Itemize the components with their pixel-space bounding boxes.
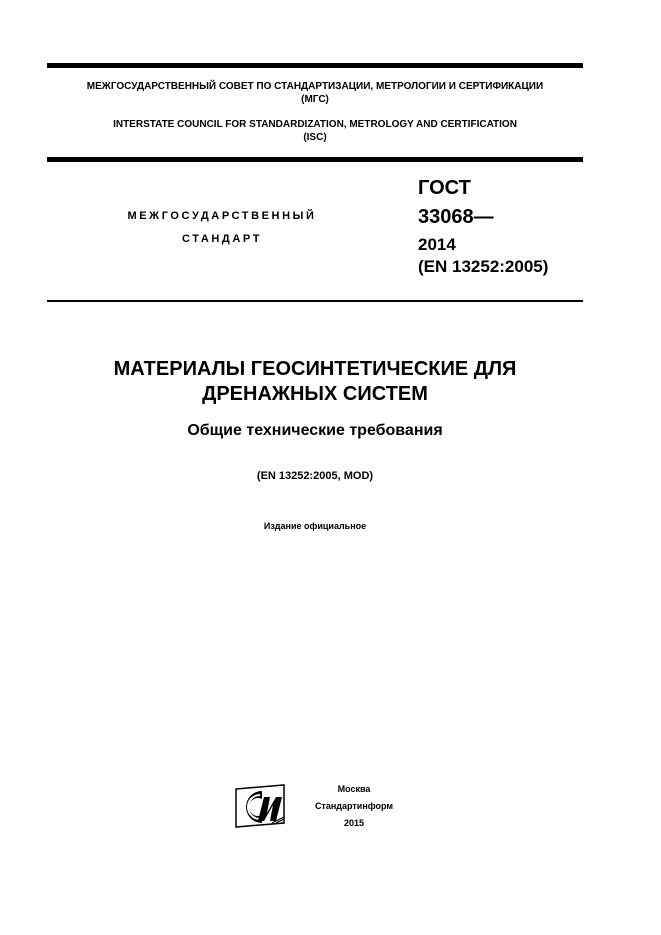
header-bottom-rule: [47, 157, 583, 162]
gost-number: 33068—: [418, 206, 494, 228]
header-top-rule: [47, 63, 583, 68]
document-subtitle: Общие технические требования: [187, 422, 443, 439]
gost-en-reference: (EN 13252:2005): [418, 257, 549, 276]
modification-reference: (EN 13252:2005, MOD): [256, 470, 374, 482]
standartinform-logo-icon: [234, 783, 288, 829]
imprint-publisher: Стандартинформ: [314, 801, 394, 811]
interstate-label-line2: СТАНДАРТ: [181, 233, 263, 245]
imprint-city: Москва: [337, 784, 371, 794]
interstate-label-line1: МЕЖГОСУДАРСТВЕННЫЙ: [127, 210, 317, 222]
designation-divider: [47, 300, 583, 302]
council-en-abbrev: (ISC): [303, 132, 327, 143]
edition-note: Издание официальное: [263, 521, 367, 531]
document-title-line1: МАТЕРИАЛЫ ГЕОСИНТЕТИЧЕСКИЕ ДЛЯ: [113, 358, 517, 380]
gost-year: 2014: [418, 235, 456, 254]
council-ru-line1: МЕЖГОСУДАРСТВЕННЫЙ СОВЕТ ПО СТАНДАРТИЗАЦИИ, МЕТРОЛОГИИ И СЕРТИФИКАЦИИ: [86, 81, 544, 92]
document-title: [47, 357, 583, 407]
gost-label: ГОСТ: [418, 177, 471, 199]
council-ru-abbrev: (МГС): [301, 94, 329, 105]
imprint-block: [306, 781, 402, 832]
council-en-line1: INTERSTATE COUNCIL FOR STANDARDIZATION, METROLOGY AND CERTIFICATION: [113, 119, 517, 130]
document-title-line2: ДРЕНАЖНЫХ СИСТЕМ: [202, 383, 428, 405]
imprint-year: 2015: [343, 818, 365, 828]
gost-designation: [418, 176, 548, 278]
